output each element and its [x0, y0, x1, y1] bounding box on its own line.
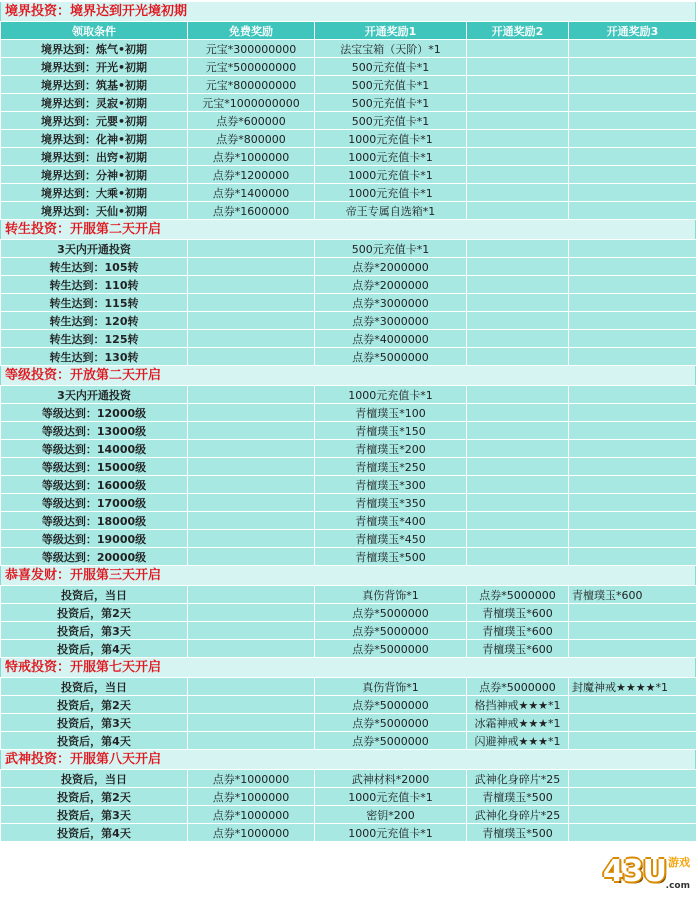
- condition-cell: 3天内开通投资: [1, 386, 188, 404]
- reward-cell: 青檀璞玉*350: [315, 494, 467, 512]
- reward-cell: [188, 678, 315, 696]
- reward-cell: [569, 40, 697, 58]
- reward-cell: [569, 476, 697, 494]
- reward-cell: [569, 94, 697, 112]
- reward-cell: [467, 130, 569, 148]
- reward-cell: [569, 202, 697, 220]
- reward-cell: 点券*5000000: [315, 622, 467, 640]
- table-row: [1, 494, 697, 512]
- reward-cell: [188, 494, 315, 512]
- condition-cell: 转生达到：115转: [1, 294, 188, 312]
- reward-cell: 点券*5000000: [315, 604, 467, 622]
- watermark-logo: 43U: [602, 854, 666, 889]
- reward-cell: [569, 512, 697, 530]
- watermark-tag: 游戏: [668, 856, 690, 869]
- table-row: [1, 348, 697, 366]
- reward-cell: 500元充值卡*1: [315, 94, 467, 112]
- reward-cell: [467, 422, 569, 440]
- table-row: [1, 94, 697, 112]
- reward-cell: [569, 240, 697, 258]
- reward-cell: 封魔神戒★★★★*1: [569, 678, 697, 696]
- condition-cell: 境界达到：炼气•初期: [1, 40, 188, 58]
- reward-cell: [569, 276, 697, 294]
- reward-cell: 青檀璞玉*250: [315, 458, 467, 476]
- table-row: [1, 604, 697, 622]
- reward-cell: 法宝宝箱（天阶）*1: [315, 40, 467, 58]
- reward-cell: 真伤背饰*1: [315, 586, 467, 604]
- reward-cell: 青檀璞玉*600: [467, 604, 569, 622]
- reward-cell: 武神化身碎片*25: [467, 770, 569, 788]
- reward-cell: 点券*1600000: [188, 202, 315, 220]
- reward-cell: [467, 258, 569, 276]
- condition-cell: 等级达到：17000级: [1, 494, 188, 512]
- site-watermark: [603, 854, 690, 891]
- reward-cell: 1000元充值卡*1: [315, 148, 467, 166]
- condition-cell: 投资后，第3天: [1, 622, 188, 640]
- reward-cell: 密钥*200: [315, 806, 467, 824]
- reward-cell: [569, 440, 697, 458]
- reward-cell: [188, 640, 315, 658]
- reward-cell: 点券*5000000: [315, 714, 467, 732]
- reward-cell: [467, 512, 569, 530]
- table-row: [1, 586, 697, 604]
- reward-cell: 青檀璞玉*600: [467, 640, 569, 658]
- table-row: [1, 166, 697, 184]
- condition-cell: 等级达到：13000级: [1, 422, 188, 440]
- reward-cell: 点券*5000000: [315, 696, 467, 714]
- reward-cell: [569, 696, 697, 714]
- condition-cell: 投资后，第3天: [1, 806, 188, 824]
- condition-cell: 转生达到：105转: [1, 258, 188, 276]
- reward-cell: 元宝*300000000: [188, 40, 315, 58]
- table-row: [1, 678, 697, 696]
- reward-cell: [188, 714, 315, 732]
- reward-cell: [569, 494, 697, 512]
- reward-cell: 青檀璞玉*300: [315, 476, 467, 494]
- reward-cell: 点券*1000000: [188, 148, 315, 166]
- reward-cell: 点券*2000000: [315, 258, 467, 276]
- reward-cell: [569, 806, 697, 824]
- reward-cell: 青檀璞玉*400: [315, 512, 467, 530]
- reward-cell: [467, 348, 569, 366]
- reward-cell: [188, 386, 315, 404]
- condition-cell: 等级达到：14000级: [1, 440, 188, 458]
- reward-cell: [467, 276, 569, 294]
- section-title: 特戒投资：开服第七天开启: [0, 658, 696, 677]
- reward-cell: 青檀璞玉*150: [315, 422, 467, 440]
- reward-cell: 格挡神戒★★★*1: [467, 696, 569, 714]
- reward-cell: 青檀璞玉*100: [315, 404, 467, 422]
- reward-cell: 武神化身碎片*25: [467, 806, 569, 824]
- reward-cell: [188, 240, 315, 258]
- reward-cell: 闪避神戒★★★*1: [467, 732, 569, 750]
- condition-cell: 投资后，当日: [1, 770, 188, 788]
- reward-cell: 点券*1400000: [188, 184, 315, 202]
- table-row: [1, 640, 697, 658]
- reward-cell: [467, 240, 569, 258]
- reward-cell: [569, 312, 697, 330]
- reward-cell: [188, 458, 315, 476]
- reward-cell: 1000元充值卡*1: [315, 824, 467, 842]
- reward-cell: [569, 640, 697, 658]
- reward-cell: [188, 530, 315, 548]
- condition-cell: 等级达到：18000级: [1, 512, 188, 530]
- reward-cell: 点券*5000000: [315, 640, 467, 658]
- table-row: [1, 184, 697, 202]
- reward-cell: [569, 530, 697, 548]
- reward-cell: [569, 548, 697, 566]
- reward-cell: 500元充值卡*1: [315, 76, 467, 94]
- reward-cell: [188, 440, 315, 458]
- reward-cell: [188, 476, 315, 494]
- condition-cell: 投资后，第2天: [1, 696, 188, 714]
- table-row: [1, 40, 697, 58]
- table-row: [1, 148, 697, 166]
- reward-cell: [569, 622, 697, 640]
- reward-cell: 500元充值卡*1: [315, 58, 467, 76]
- table-row: [1, 58, 697, 76]
- condition-cell: 3天内开通投资: [1, 240, 188, 258]
- table-row: [1, 824, 697, 842]
- reward-cell: [467, 58, 569, 76]
- condition-cell: 境界达到：分神•初期: [1, 166, 188, 184]
- condition-cell: 投资后，第2天: [1, 604, 188, 622]
- condition-cell: 转生达到：125转: [1, 330, 188, 348]
- condition-cell: 投资后，当日: [1, 586, 188, 604]
- reward-cell: 青檀璞玉*450: [315, 530, 467, 548]
- reward-cell: 点券*5000000: [467, 678, 569, 696]
- reward-cell: 1000元充值卡*1: [315, 130, 467, 148]
- section-title: 等级投资：开放第二天开启: [0, 366, 696, 385]
- reward-cell: [569, 330, 697, 348]
- reward-table: [0, 21, 697, 220]
- reward-cell: 帝王专属自选箱*1: [315, 202, 467, 220]
- reward-cell: 青檀璞玉*500: [315, 548, 467, 566]
- reward-cell: [569, 386, 697, 404]
- condition-cell: 转生达到：110转: [1, 276, 188, 294]
- reward-cell: [188, 258, 315, 276]
- reward-cell: [569, 130, 697, 148]
- column-header: 免费奖励: [188, 22, 315, 40]
- reward-cell: 冰霜神戒★★★*1: [467, 714, 569, 732]
- section-title: 境界投资：境界达到开光境初期: [0, 2, 696, 21]
- condition-cell: 投资后，第4天: [1, 824, 188, 842]
- condition-cell: 境界达到：元婴•初期: [1, 112, 188, 130]
- table-row: [1, 548, 697, 566]
- table-row: [1, 240, 697, 258]
- condition-cell: 等级达到：16000级: [1, 476, 188, 494]
- table-row: [1, 312, 697, 330]
- table-header-row: [1, 22, 697, 40]
- reward-cell: [188, 294, 315, 312]
- condition-cell: 投资后，第3天: [1, 714, 188, 732]
- condition-cell: 转生达到：120转: [1, 312, 188, 330]
- reward-cell: [467, 112, 569, 130]
- table-row: [1, 732, 697, 750]
- table-row: [1, 386, 697, 404]
- reward-cell: [569, 604, 697, 622]
- reward-cell: [569, 714, 697, 732]
- reward-cell: [467, 476, 569, 494]
- reward-cell: [188, 696, 315, 714]
- reward-cell: [467, 202, 569, 220]
- reward-table: [0, 769, 697, 842]
- table-row: [1, 422, 697, 440]
- reward-cell: [467, 548, 569, 566]
- reward-cell: [569, 824, 697, 842]
- condition-cell: 转生达到：130转: [1, 348, 188, 366]
- reward-cell: [569, 422, 697, 440]
- reward-cell: [569, 732, 697, 750]
- column-header: 开通奖励1: [315, 22, 467, 40]
- reward-cell: [188, 312, 315, 330]
- table-row: [1, 404, 697, 422]
- reward-cell: 1000元充值卡*1: [315, 386, 467, 404]
- table-row: [1, 76, 697, 94]
- section-title: 武神投资：开服第八天开启: [0, 750, 696, 769]
- reward-cell: 元宝*800000000: [188, 76, 315, 94]
- table-row: [1, 440, 697, 458]
- reward-cell: 元宝*1000000000: [188, 94, 315, 112]
- column-header: 开通奖励2: [467, 22, 569, 40]
- reward-cell: 元宝*500000000: [188, 58, 315, 76]
- reward-cell: [188, 586, 315, 604]
- reward-cell: [467, 40, 569, 58]
- reward-cell: [569, 184, 697, 202]
- condition-cell: 投资后，第2天: [1, 788, 188, 806]
- condition-cell: 境界达到：筑基•初期: [1, 76, 188, 94]
- reward-cell: [467, 404, 569, 422]
- reward-cell: [188, 348, 315, 366]
- reward-cell: 点券*1000000: [188, 788, 315, 806]
- reward-cell: 点券*1000000: [188, 770, 315, 788]
- reward-table: [0, 677, 697, 750]
- reward-cell: [569, 76, 697, 94]
- reward-table: [0, 385, 697, 566]
- table-row: [1, 622, 697, 640]
- reward-cell: [467, 440, 569, 458]
- condition-cell: 等级达到：15000级: [1, 458, 188, 476]
- reward-cell: 点券*4000000: [315, 330, 467, 348]
- condition-cell: 境界达到：大乘•初期: [1, 184, 188, 202]
- table-row: [1, 276, 697, 294]
- reward-cell: [188, 732, 315, 750]
- reward-table: [0, 585, 697, 658]
- condition-cell: 境界达到：灵寂•初期: [1, 94, 188, 112]
- reward-cell: [467, 148, 569, 166]
- reward-cell: 点券*1000000: [188, 806, 315, 824]
- reward-cell: [188, 422, 315, 440]
- reward-cell: 真伤背饰*1: [315, 678, 467, 696]
- reward-cell: 武神材料*2000: [315, 770, 467, 788]
- reward-cell: 点券*600000: [188, 112, 315, 130]
- reward-cell: [569, 294, 697, 312]
- reward-cell: 点券*5000000: [467, 586, 569, 604]
- reward-cell: [569, 258, 697, 276]
- reward-cell: [467, 294, 569, 312]
- reward-cell: [188, 404, 315, 422]
- reward-cell: [467, 386, 569, 404]
- reward-cell: [467, 530, 569, 548]
- reward-cell: 青檀璞玉*500: [467, 788, 569, 806]
- reward-cell: [569, 348, 697, 366]
- reward-cell: 点券*3000000: [315, 294, 467, 312]
- reward-cell: [569, 404, 697, 422]
- column-header: 开通奖励3: [569, 22, 697, 40]
- reward-cell: [467, 94, 569, 112]
- column-header: 领取条件: [1, 22, 188, 40]
- table-row: [1, 476, 697, 494]
- condition-cell: 等级达到：20000级: [1, 548, 188, 566]
- reward-cell: [569, 770, 697, 788]
- table-row: [1, 788, 697, 806]
- condition-cell: 境界达到：化神•初期: [1, 130, 188, 148]
- table-row: [1, 202, 697, 220]
- table-row: [1, 714, 697, 732]
- reward-cell: 1000元充值卡*1: [315, 184, 467, 202]
- reward-cell: [569, 112, 697, 130]
- reward-cell: 青檀璞玉*500: [467, 824, 569, 842]
- reward-cell: 1000元充值卡*1: [315, 788, 467, 806]
- reward-cell: 点券*1200000: [188, 166, 315, 184]
- section-title: 转生投资：开服第二天开启: [0, 220, 696, 239]
- reward-cell: [569, 166, 697, 184]
- reward-cell: [467, 494, 569, 512]
- condition-cell: 投资后，当日: [1, 678, 188, 696]
- condition-cell: 境界达到：出窍•初期: [1, 148, 188, 166]
- table-row: [1, 112, 697, 130]
- table-row: [1, 770, 697, 788]
- condition-cell: 投资后，第4天: [1, 640, 188, 658]
- reward-cell: 点券*3000000: [315, 312, 467, 330]
- reward-cell: [467, 76, 569, 94]
- reward-cell: 1000元充值卡*1: [315, 166, 467, 184]
- reward-cell: [569, 58, 697, 76]
- reward-cell: [188, 548, 315, 566]
- reward-cell: 青檀璞玉*600: [467, 622, 569, 640]
- section-title: 恭喜发财：开服第三天开启: [0, 566, 696, 585]
- reward-cell: 青檀璞玉*600: [569, 586, 697, 604]
- reward-cell: [569, 458, 697, 476]
- reward-cell: 点券*2000000: [315, 276, 467, 294]
- condition-cell: 境界达到：开光•初期: [1, 58, 188, 76]
- reward-cell: [188, 622, 315, 640]
- reward-cell: 点券*5000000: [315, 348, 467, 366]
- watermark-domain: .com: [665, 881, 690, 891]
- table-row: [1, 130, 697, 148]
- reward-cell: [467, 458, 569, 476]
- condition-cell: 投资后，第4天: [1, 732, 188, 750]
- reward-cell: [467, 184, 569, 202]
- reward-cell: [569, 788, 697, 806]
- reward-cell: [188, 512, 315, 530]
- reward-cell: [467, 166, 569, 184]
- table-row: [1, 696, 697, 714]
- table-row: [1, 330, 697, 348]
- reward-cell: [188, 604, 315, 622]
- condition-cell: 等级达到：19000级: [1, 530, 188, 548]
- condition-cell: 境界达到：天仙•初期: [1, 202, 188, 220]
- investment-document: [0, 2, 696, 842]
- reward-cell: 点券*5000000: [315, 732, 467, 750]
- reward-cell: 青檀璞玉*200: [315, 440, 467, 458]
- table-row: [1, 258, 697, 276]
- table-row: [1, 512, 697, 530]
- table-row: [1, 294, 697, 312]
- reward-cell: [188, 330, 315, 348]
- reward-cell: 500元充值卡*1: [315, 112, 467, 130]
- reward-table: [0, 239, 697, 366]
- reward-cell: [467, 330, 569, 348]
- table-row: [1, 530, 697, 548]
- condition-cell: 等级达到：12000级: [1, 404, 188, 422]
- reward-cell: 点券*1000000: [188, 824, 315, 842]
- reward-cell: [569, 148, 697, 166]
- reward-cell: [188, 276, 315, 294]
- reward-cell: [467, 312, 569, 330]
- table-row: [1, 458, 697, 476]
- table-row: [1, 806, 697, 824]
- reward-cell: 500元充值卡*1: [315, 240, 467, 258]
- reward-cell: 点券*800000: [188, 130, 315, 148]
